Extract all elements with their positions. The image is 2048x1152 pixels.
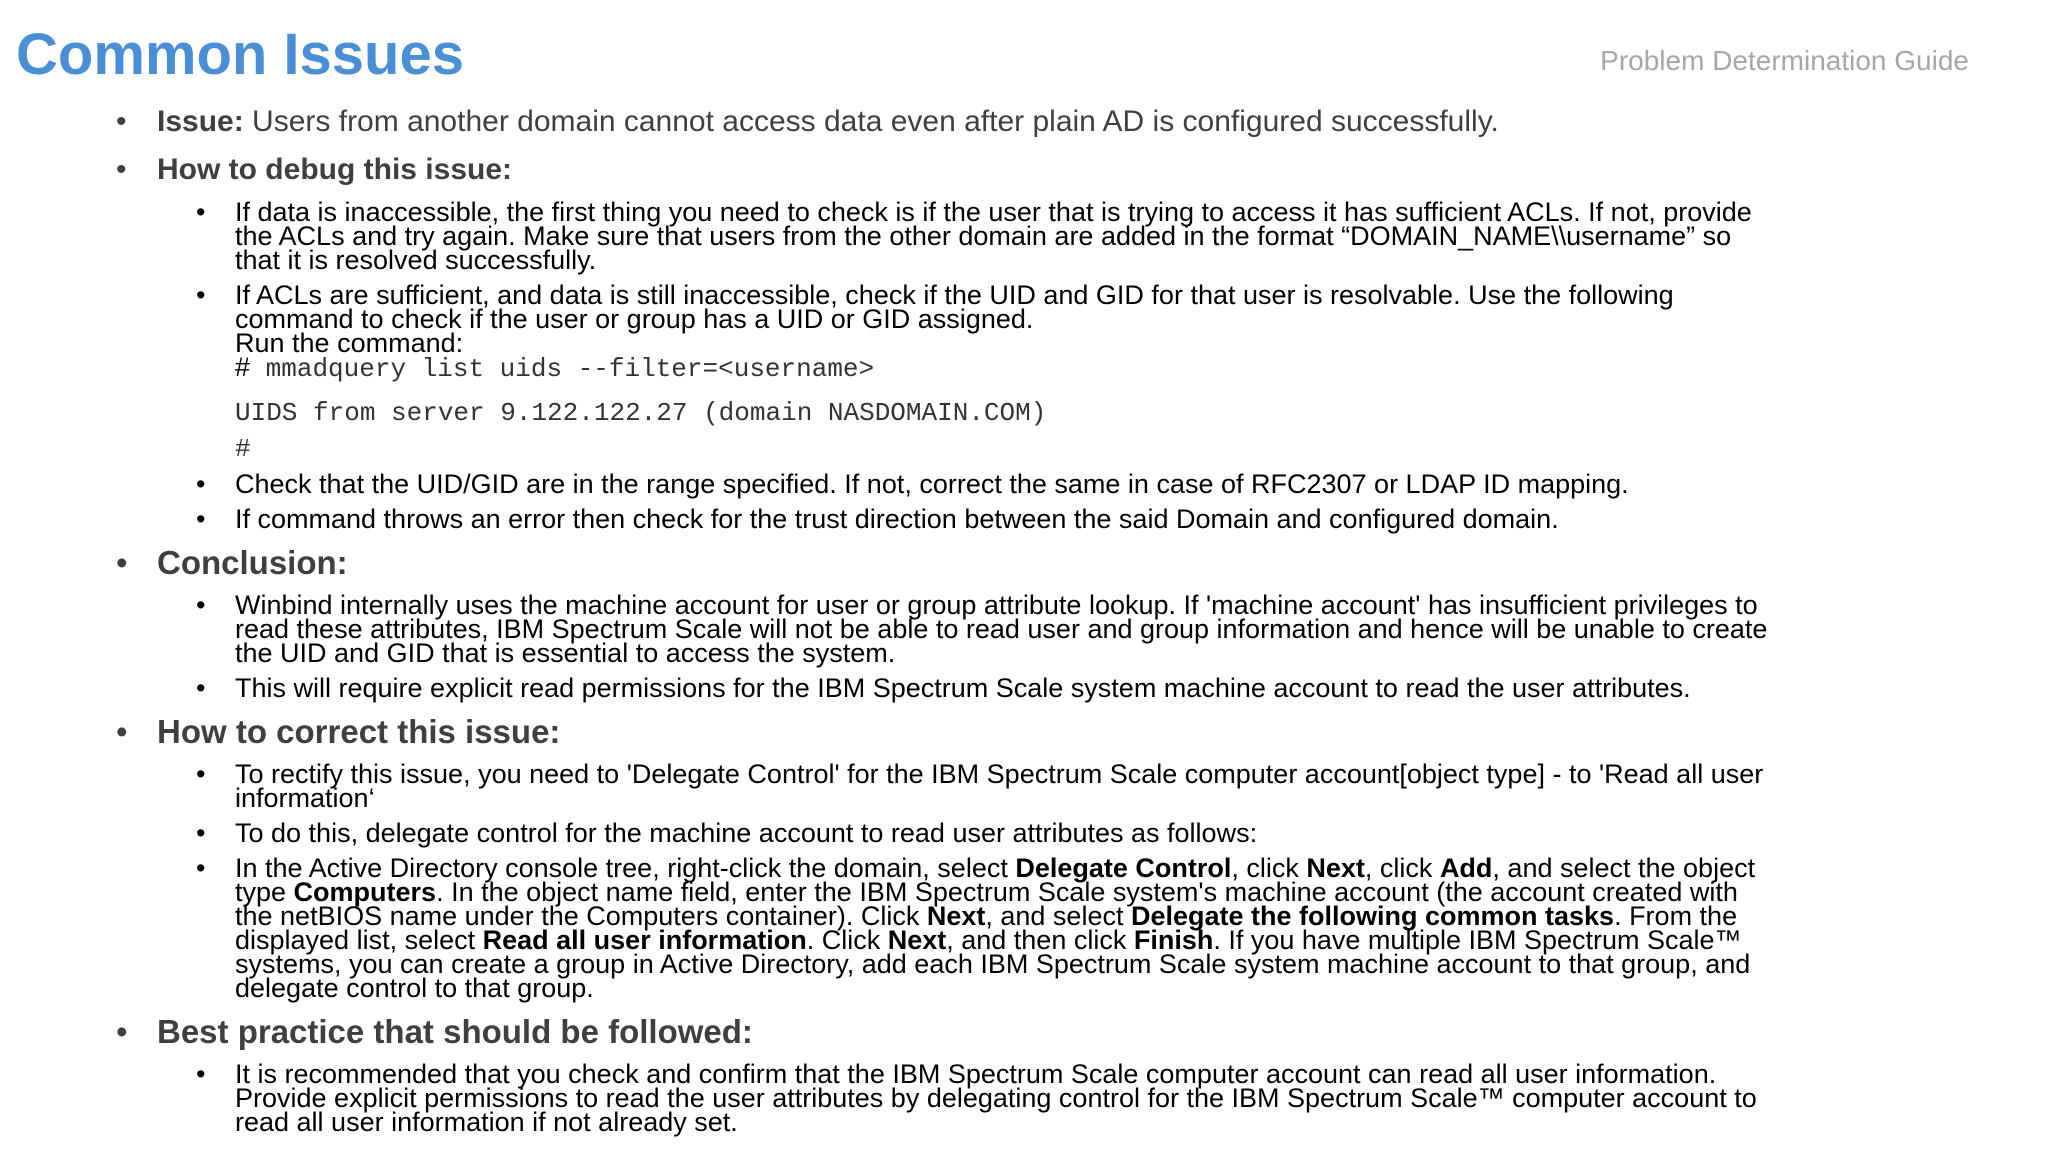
debug-item-acls: [0, 197, 2048, 275]
issue-item: [0, 104, 2048, 140]
command-prompt: #: [235, 352, 251, 382]
step-bold: Finish: [1133, 925, 1214, 955]
bullet-icon: •: [116, 713, 128, 750]
text-line: If data is inaccessible, the first thing you need to check is if the user that is trying to access it has sufficient ACLs. If not, provide: [235, 197, 1752, 227]
step-text: In the Active Directory console tree, right-click the domain, select: [235, 853, 1016, 883]
correct-item-delegate: [0, 759, 2048, 813]
debug-item-range: [0, 469, 2048, 499]
debug-heading: How to debug this issue:: [157, 153, 513, 186]
sub-bullet-icon: •: [196, 853, 206, 883]
text-line: that it is resolved successfully.: [235, 245, 597, 275]
conclusion-item-winbind: [0, 590, 2048, 668]
text-line: Provide explicit permissions to read the user attributes by delegating control for the IBM Spectrum Scale™ computer account to: [235, 1083, 1757, 1113]
text-line: read these attributes, IBM Spectrum Scale will not be able to read user and group information and hence will be unable to create: [235, 614, 1768, 644]
step-bold: Next: [1306, 853, 1365, 883]
page-title: Common Issues: [16, 22, 464, 87]
text-line: If command throws an error then check for the trust direction between the said Domain and configured domain.: [235, 504, 1559, 534]
correct-heading-item: [0, 714, 2048, 750]
step-text: the netBIOS name under the Computers container). Click: [235, 901, 927, 931]
text-line: Run the command:: [235, 328, 464, 358]
sub-bullet-icon: •: [196, 469, 206, 499]
step-text: , click: [1231, 853, 1307, 883]
step-bold: Delegate the following common tasks: [1130, 901, 1615, 931]
sub-bullet-icon: •: [196, 590, 206, 620]
conclusion-heading-item: [0, 545, 2048, 581]
text-line: If ACLs are sufficient, and data is still inaccessible, check if the UID and GID for that user is resolvable. Use the following: [235, 280, 1674, 310]
step-text: , and select the object: [1492, 853, 1756, 883]
text-line: information‘: [235, 783, 375, 813]
text-line: It is recommended that you check and confirm that the IBM Spectrum Scale computer account can read all user information.: [235, 1059, 1717, 1089]
sub-bullet-icon: •: [196, 1059, 206, 1089]
step-bold: Add: [1439, 853, 1493, 883]
correct-item-how: [0, 818, 2048, 848]
bullet-icon: •: [116, 544, 128, 581]
step-text: . From the: [1614, 901, 1738, 931]
text-line: systems, you can create a group in Active Directory, add each IBM Spectrum Scale system machine account to that group, and: [235, 949, 1751, 979]
command-end-prompt: #: [235, 434, 251, 464]
step-text: . In the object name field, enter the IBM Spectrum Scale system's machine account (the account created with: [436, 877, 1738, 907]
debug-item-trust: [0, 504, 2048, 534]
step-text: . Click: [806, 925, 888, 955]
command-output: UIDS from server 9.122.122.27 (domain NASDOMAIN.COM): [235, 398, 1047, 428]
debug-item-uid-gid: [0, 280, 2048, 464]
sub-bullet-icon: •: [196, 504, 206, 534]
correct-item-steps: [0, 853, 2048, 1003]
bullet-icon: •: [116, 105, 127, 138]
text-line: read all user information if not already set.: [235, 1107, 738, 1137]
best-practice-heading: Best practice that should be followed:: [157, 1013, 753, 1050]
conclusion-heading: Conclusion:: [157, 544, 348, 581]
sub-bullet-icon: •: [196, 759, 206, 789]
best-practice-heading-item: [0, 1014, 2048, 1050]
sub-bullet-icon: •: [196, 197, 206, 227]
step-bold: Read all user information: [482, 925, 807, 955]
issue-label: Issue:: [157, 105, 244, 138]
text-line: the ACLs and try again. Make sure that users from the other domain are added in the format “DOMAIN_NAME\\username” so: [235, 221, 1732, 251]
sub-bullet-icon: •: [196, 818, 206, 848]
step-text: , and then click: [946, 925, 1134, 955]
step-text: , and select: [985, 901, 1131, 931]
text-line: Check that the UID/GID are in the range specified. If not, correct the same in case of RFC2307 or LDAP ID mapping.: [235, 469, 1629, 499]
step-bold: Next: [887, 925, 947, 955]
debug-heading-item: [0, 152, 2048, 188]
step-text: type: [235, 877, 294, 907]
sub-bullet-icon: •: [196, 673, 206, 703]
text-line: delegate control to that group.: [235, 973, 594, 1003]
bullet-icon: •: [116, 153, 127, 186]
step-bold: Computers: [293, 877, 437, 907]
sub-bullet-icon: •: [196, 280, 206, 310]
step-text: displayed list, select: [235, 925, 483, 955]
text-line: command to check if the user or group has a UID or GID assigned.: [235, 304, 1034, 334]
best-practice-item: [0, 1059, 2048, 1137]
text-line: To rectify this issue, you need to 'Delegate Control' for the IBM Spectrum Scale computer account[object type] - to 'Read all user: [235, 759, 1764, 789]
slide-content: [0, 104, 2048, 1145]
step-text: , click: [1364, 853, 1440, 883]
bullet-icon: •: [116, 1013, 128, 1050]
conclusion-item-permissions: [0, 673, 2048, 703]
text-line: This will require explicit read permissions for the IBM Spectrum Scale system machine account to read the user attributes.: [235, 673, 1691, 703]
text-line: To do this, delegate control for the machine account to read user attributes as follows:: [235, 818, 1258, 848]
command-line: [235, 352, 1878, 384]
step-bold: Next: [926, 901, 986, 931]
document-subtitle: Problem Determination Guide: [1600, 45, 1969, 76]
step-bold: Delegate Control: [1015, 853, 1232, 883]
text-line: the UID and GID that is essential to access the system.: [235, 638, 896, 668]
issue-text: Users from another domain cannot access data even after plain AD is configured successfully.: [243, 105, 1499, 138]
text-line: Winbind internally uses the machine account for user or group attribute lookup. If 'machine account' has insufficient privileges to: [235, 590, 1758, 620]
correct-heading: How to correct this issue:: [157, 713, 561, 750]
command-text: mmadquery list uids --filter=<username>: [250, 354, 875, 384]
step-text: . If you have multiple IBM Spectrum Scale™: [1213, 925, 1742, 955]
